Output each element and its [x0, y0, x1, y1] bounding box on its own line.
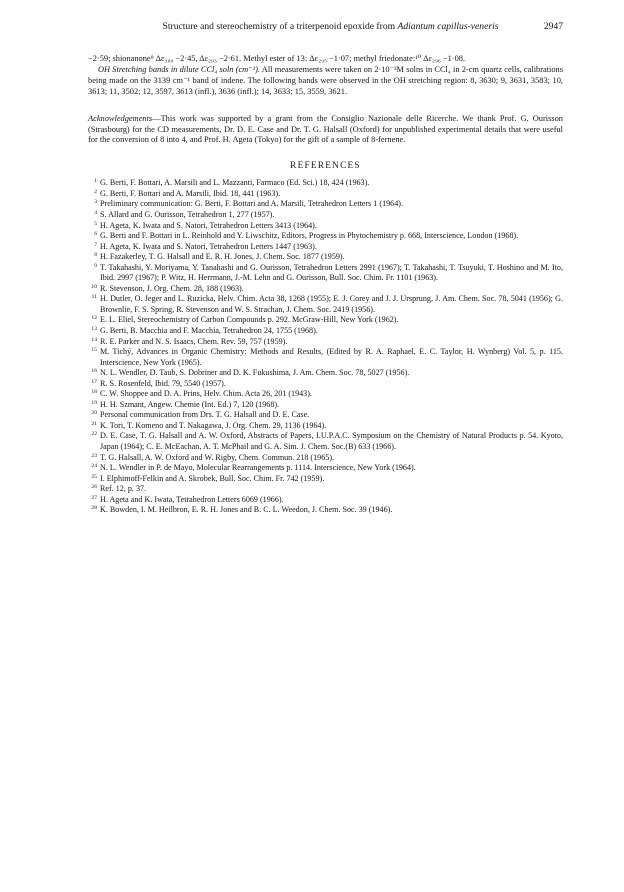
reference-number: 14 [91, 336, 97, 343]
reference-item [88, 263, 563, 284]
running-title-species: Adiantum capillus-veneris [397, 21, 499, 32]
reference-text: C. W. Shoppee and D. A. Prins, Helv. Chim. Acta 26, 201 (1943). [100, 389, 312, 399]
reference-number: 22 [91, 431, 97, 438]
running-title [153, 20, 499, 34]
reference-number: 9 [94, 262, 97, 269]
reference-item [88, 326, 563, 337]
reference-text: R. Stevenson, J. Org. Chem. 28, 188 (1963). [100, 283, 244, 293]
reference-item [88, 294, 563, 315]
reference-text: I. Elphimoff-Felkin and A. Skrobek, Bull. Soc. Chim. Fr. 742 (1959). [100, 473, 325, 483]
reference-text: G. Berti, B. Macchia and F. Macchia, Tetrahedron 24, 1755 (1968). [100, 326, 318, 335]
reference-item [88, 252, 563, 263]
reference-number: 3 [94, 199, 97, 206]
reference-number: 2 [94, 188, 97, 195]
reference-number: 23 [91, 452, 97, 459]
reference-item [88, 495, 563, 506]
references-heading: REFERENCES [290, 160, 361, 171]
reference-text: H. Fazakerley, T. G. Halsall and E. R. H. Jones, J. Chem. Soc. 1877 (1959). [100, 252, 345, 262]
reference-text: G. Berti and F. Bottari in L. Reinhold and Y. Liwschitz, Editors, Progress in Phytochemistry p. 668, Interscience, London (1968). [100, 231, 519, 241]
reference-text: H. Ageta, K. Iwata and S. Natori, Tetrahedron Letters 3413 (1964). [100, 220, 317, 230]
reference-number: 24 [91, 463, 97, 470]
acknowledgements-label: Acknowledgements [88, 113, 153, 123]
reference-text: G. Berti, F. Bottari, A. Marsili and L. Mazzanti, Farmaco (Ed. Sci.) 18, 424 (1963). [100, 178, 370, 188]
reference-text: S. Allard and G. Ourisson, Tetrahedron 1, 277 (1957). [100, 209, 275, 219]
reference-item [88, 242, 563, 253]
reference-item [88, 189, 563, 200]
reference-item [88, 421, 563, 432]
reference-number: 10 [91, 283, 97, 290]
reference-number: 21 [91, 420, 97, 427]
reference-item [88, 379, 563, 390]
reference-number: 4 [94, 209, 97, 216]
reference-text: N. L. Wendler in P. de Mayo, Molecular Rearrangements p. 1114. Interscience, New York (1964). [100, 463, 416, 473]
reference-text: E. L. Eliel, Stereochemistry of Carbon Compounds p. 292. McGraw-Hill, New York (1962). [100, 315, 399, 325]
reference-item [88, 347, 563, 368]
reference-item [88, 505, 563, 516]
reference-text: T. G. Halsall, A. W. Oxford and W. Rigby, Chem. Commun. 218 (1965). [100, 452, 335, 462]
reference-text: H. Ageta, K. Iwata and S. Natori, Tetrahedron Letters 1447 (1963). [100, 241, 317, 251]
reference-item [88, 178, 563, 189]
running-head [88, 20, 563, 34]
reference-text: G. Berti, F. Bottari and A. Marsili, Ibid. 18, 441 (1963). [100, 188, 281, 198]
oh-stretching-paragraph [88, 65, 563, 98]
reference-text: K. Bowden, I. M. Heilbron, E. R. H. Jones and B. C. L. Weedon, J. Chem. Soc. 39 (1946). [100, 505, 393, 515]
reference-item [88, 368, 563, 379]
reference-number: 7 [94, 241, 97, 248]
page-number: 2947 [543, 21, 563, 32]
reference-number: 28 [91, 505, 97, 512]
reference-text: H. Ageta and K. Iwata, Tetrahedron Letters 6069 (1966). [100, 494, 284, 504]
oh-stretching-text: All measurements were taken on 2·10⁻³M solns in CCl₄ in 2-cm quartz cells, calibrations being made on the 3139 cm⁻¹ band of indene. The following bands were observed in the OH stretching region: 8, 3630; 9, 3631, 3583; 10, 3613; 11, 3502; 12, 3597, 3613 (infl.), 3636 (infl.); 14, 3633; 15, 3559, 3621. [88, 64, 563, 96]
running-title-text: Structure and stereochemistry of a triterpenoid epoxide from [162, 21, 398, 32]
reference-text: D. E. Case, T. G. Halsall and A. W. Oxford, Abstracts of Papers, I.U.P.A.C. Symposium on the Chemistry of Natural Products p. 54. Kyoto, Japan (1964); C. E. McEachan, A. T. McPhail and G. A. Sim. J. Chem. Soc.(B) 633 (1966). [100, 431, 563, 452]
acknowledgements-paragraph [88, 114, 563, 147]
reference-item [88, 474, 563, 485]
reference-item [88, 315, 563, 326]
oh-stretching-label: OH Stretching bands in dilute CCl₄ soln (cm⁻¹). [98, 64, 261, 74]
reference-item [88, 389, 563, 400]
reference-text: H. Dutler, O. Jeger and L. Ruzicka, Helv. Chim. Acta 38, 1268 (1955); E. J. Corey and J. J. Ursprung, J. Am. Chem. Soc. 78, 5041 (1956); G. Brownlie, F. S. Spring, R. Stevenson and W. S. Strachan, J. Chem. Soc. 2419 (1956). [100, 294, 563, 314]
reference-number: 1 [94, 178, 97, 185]
reference-item [88, 484, 563, 495]
reference-item [88, 463, 563, 474]
reference-number: 20 [91, 410, 97, 417]
reference-number: 6 [94, 231, 97, 238]
reference-text: T. Takahashi, Y. Moriyama, Y. Tanahashi and G. Ourisson, Tetrahedron Letters 2991 (1967); T. Takahashi, T. Tsuyuki, T. Hoshino and M. Ito, Ibid. 2997 (1967); P. Witz, H. Herrmann, J.-M. Lehn and G. Ourisson, Bull. Soc. Chim. Fr. 1101 (1963). [100, 262, 563, 283]
reference-text: R. E. Parker and N. S. Isaacs, Chem. Rev. 59, 757 (1959). [100, 336, 288, 346]
reference-item [88, 210, 563, 221]
reference-number: 12 [91, 315, 97, 322]
reference-item [88, 231, 563, 242]
reference-number: 5 [94, 220, 97, 227]
reference-text: Preliminary communication: G. Berti, F. Bottari and A. Marsili, Tetrahedron Letters 1 (1964). [100, 199, 403, 209]
reference-item [88, 221, 563, 232]
reference-text: K. Tori, T. Komeno and T. Nakagawa, J. Org. Chem. 29, 1136 (1964). [100, 420, 327, 430]
reference-item [88, 199, 563, 210]
reference-text: Personal communication from Drs. T. G. Halsall and D. E. Case. [100, 410, 310, 420]
reference-number: 13 [91, 326, 97, 332]
reference-item [88, 284, 563, 295]
reference-text: H. H. Szmant, Angew. Chemie (Int. Ed.) 7, 120 (1968). [100, 399, 280, 409]
reference-text: Ref. 12, p. 37. [100, 484, 147, 494]
reference-item [88, 431, 563, 452]
reference-text: M. Tichý, Advances in Organic Chemistry: Methods and Results, (Edited by R. A. Raphael, E. C. Taylor, H. Wynberg) Vol. 5, p. 115. Interscience, New York (1965). [100, 347, 563, 367]
reference-item [88, 400, 563, 411]
reference-number: 26 [91, 484, 97, 491]
reference-item [88, 453, 563, 464]
reference-item [88, 337, 563, 348]
reference-number: 16 [91, 368, 97, 375]
acknowledgements-text: —This work was supported by a grant from the Consiglio Nazionale delle Ricerche. We thank Prof. G. Ourisson (Strasbourg) for the CD measurements, Dr. D. E. Case and Dr. T. G. Halsall (Oxford) for unpublished experimental details that were useful for the conversion of 8 into 4, and Prof. H. Ageta (Tokyo) for the gift of a sample of 8-fernene. [88, 113, 563, 145]
reference-number: 27 [91, 494, 97, 501]
references-list [88, 178, 563, 516]
reference-number: 19 [91, 399, 97, 406]
reference-number: 17 [91, 378, 97, 385]
reference-text: R. S. Rosenfeld, Ibid. 79, 5540 (1957). [100, 378, 226, 388]
cd-data-paragraph: −2·59; shionanone⁹ Δε₃₀₀ −2·45, Δε₂₉₃ −2·61. Methyl ester of 13: Δε₂₉₅ −1·07; methyl friedonate:¹⁰ Δε₂₉₆ −1·08. [88, 54, 466, 63]
reference-number: 8 [94, 252, 97, 259]
reference-number: 25 [91, 473, 97, 480]
reference-number: 11 [91, 294, 97, 301]
reference-item [88, 410, 563, 421]
journal-page [88, 20, 563, 516]
reference-text: N. L. Wendler, D. Taub, S. Dobriner and D. K. Fukushima, J. Am. Chem. Soc. 78, 5027 (1956). [100, 368, 410, 378]
reference-number: 15 [91, 347, 97, 354]
reference-number: 18 [91, 389, 97, 396]
